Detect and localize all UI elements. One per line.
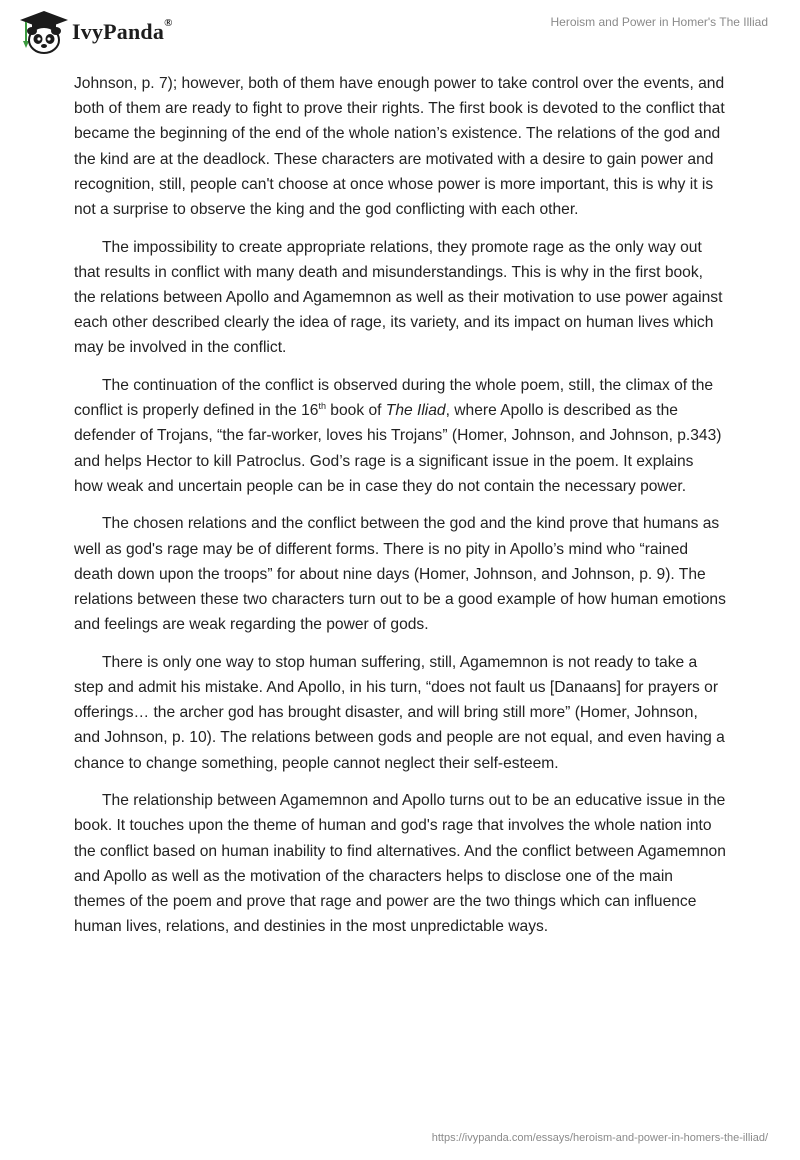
book-title: The Iliad — [385, 402, 446, 420]
ivypanda-logo[interactable] — [14, 7, 173, 57]
paragraph-3-part-a: The continuation of the conflict is observed during the whole poem, still, the climax of the conflict is properly defined in the 16 — [74, 377, 714, 420]
paragraph-3-part-b: book of — [325, 402, 386, 420]
document-title: Heroism and Power in Homer's The Illiad — [550, 15, 768, 29]
ordinal-suffix: th — [318, 401, 326, 412]
brand-name: IvyPanda® — [72, 17, 173, 44]
paragraph-3-part-c: , where Apollo is described as the defender of Trojans, “the far-worker, loves his Trojans” (Homer, Johnson, and Johnson, p.343) and helps Hector to kill Patroclus. God’s rage is a significant issue in the poem. It explains how weak and uncertain people can be in case they do not contain the necessary power. — [74, 402, 722, 495]
paragraph-2: The impossibility to create appropriate relations, they promote rage as the only way out that results in conflict with many death and misunderstandings. This is why in the first book, the relations between Apollo and Agamemnon as well as their motivation to use power against each other described clearly the idea of rage, its variety, and its impact on human lives which may be involved in the conflict. — [74, 238, 723, 357]
registered-mark: ® — [164, 17, 173, 29]
paragraph-6: The relationship between Agamemnon and Apollo turns out to be an educative issue in the book. It touches upon the theme of human and god's rage that involves the whole nation into the conflict based on human inability to find alternatives. And the conflict between Agamemnon and Apollo as well as the motivation of the characters helps to disclose one of the main themes of the poem and prove that rage and power are the two things which can influence human lives, relations, and destinies in the most unpredictable ways. — [74, 792, 726, 936]
paragraph-5: There is only one way to stop human suffering, still, Agamemnon is not ready to take a step and admit his mistake. And Apollo, in his turn, “does not fault us [Danaans] for prayers or offerings… the archer god has brought disaster, and will bring still more” (Homer, Johnson, and Johnson, p. 10). The relations between gods and people are not equal, and even having a chance to change something, people cannot neglect their self-esteem. — [74, 653, 725, 772]
paragraph-3 — [74, 373, 726, 499]
panda-graduate-icon — [14, 7, 70, 57]
essay-body — [74, 71, 726, 952]
page-header — [0, 0, 800, 70]
source-url-link[interactable]: https://ivypanda.com/essays/heroism-and-power-in-homers-the-illiad/ — [431, 1132, 768, 1144]
paragraph-1: Johnson, p. 7); however, both of them have enough power to take control over the events, and both of them are ready to fight to prove their rights. The first book is devoted to the conflict that became the beginning of the end of the whole nation’s existence. The relations of the god and the kind are at the deadlock. These characters are motivated with a desire to gain power and recognition, still, people can't choose at once whose power is more important, this is why it is not a surprise to observe the king and the god conflicting with each other. — [74, 75, 725, 219]
paragraph-4: The chosen relations and the conflict between the god and the kind prove that humans as well as god's rage may be of different forms. There is no pity in Apollo’s mind who “rained death down upon the troops” for about nine days (Homer, Johnson, and Johnson, p. 9). The relations between these two characters turn out to be a good example of how human emotions and feelings are weak regarding the power of gods. — [74, 515, 726, 634]
